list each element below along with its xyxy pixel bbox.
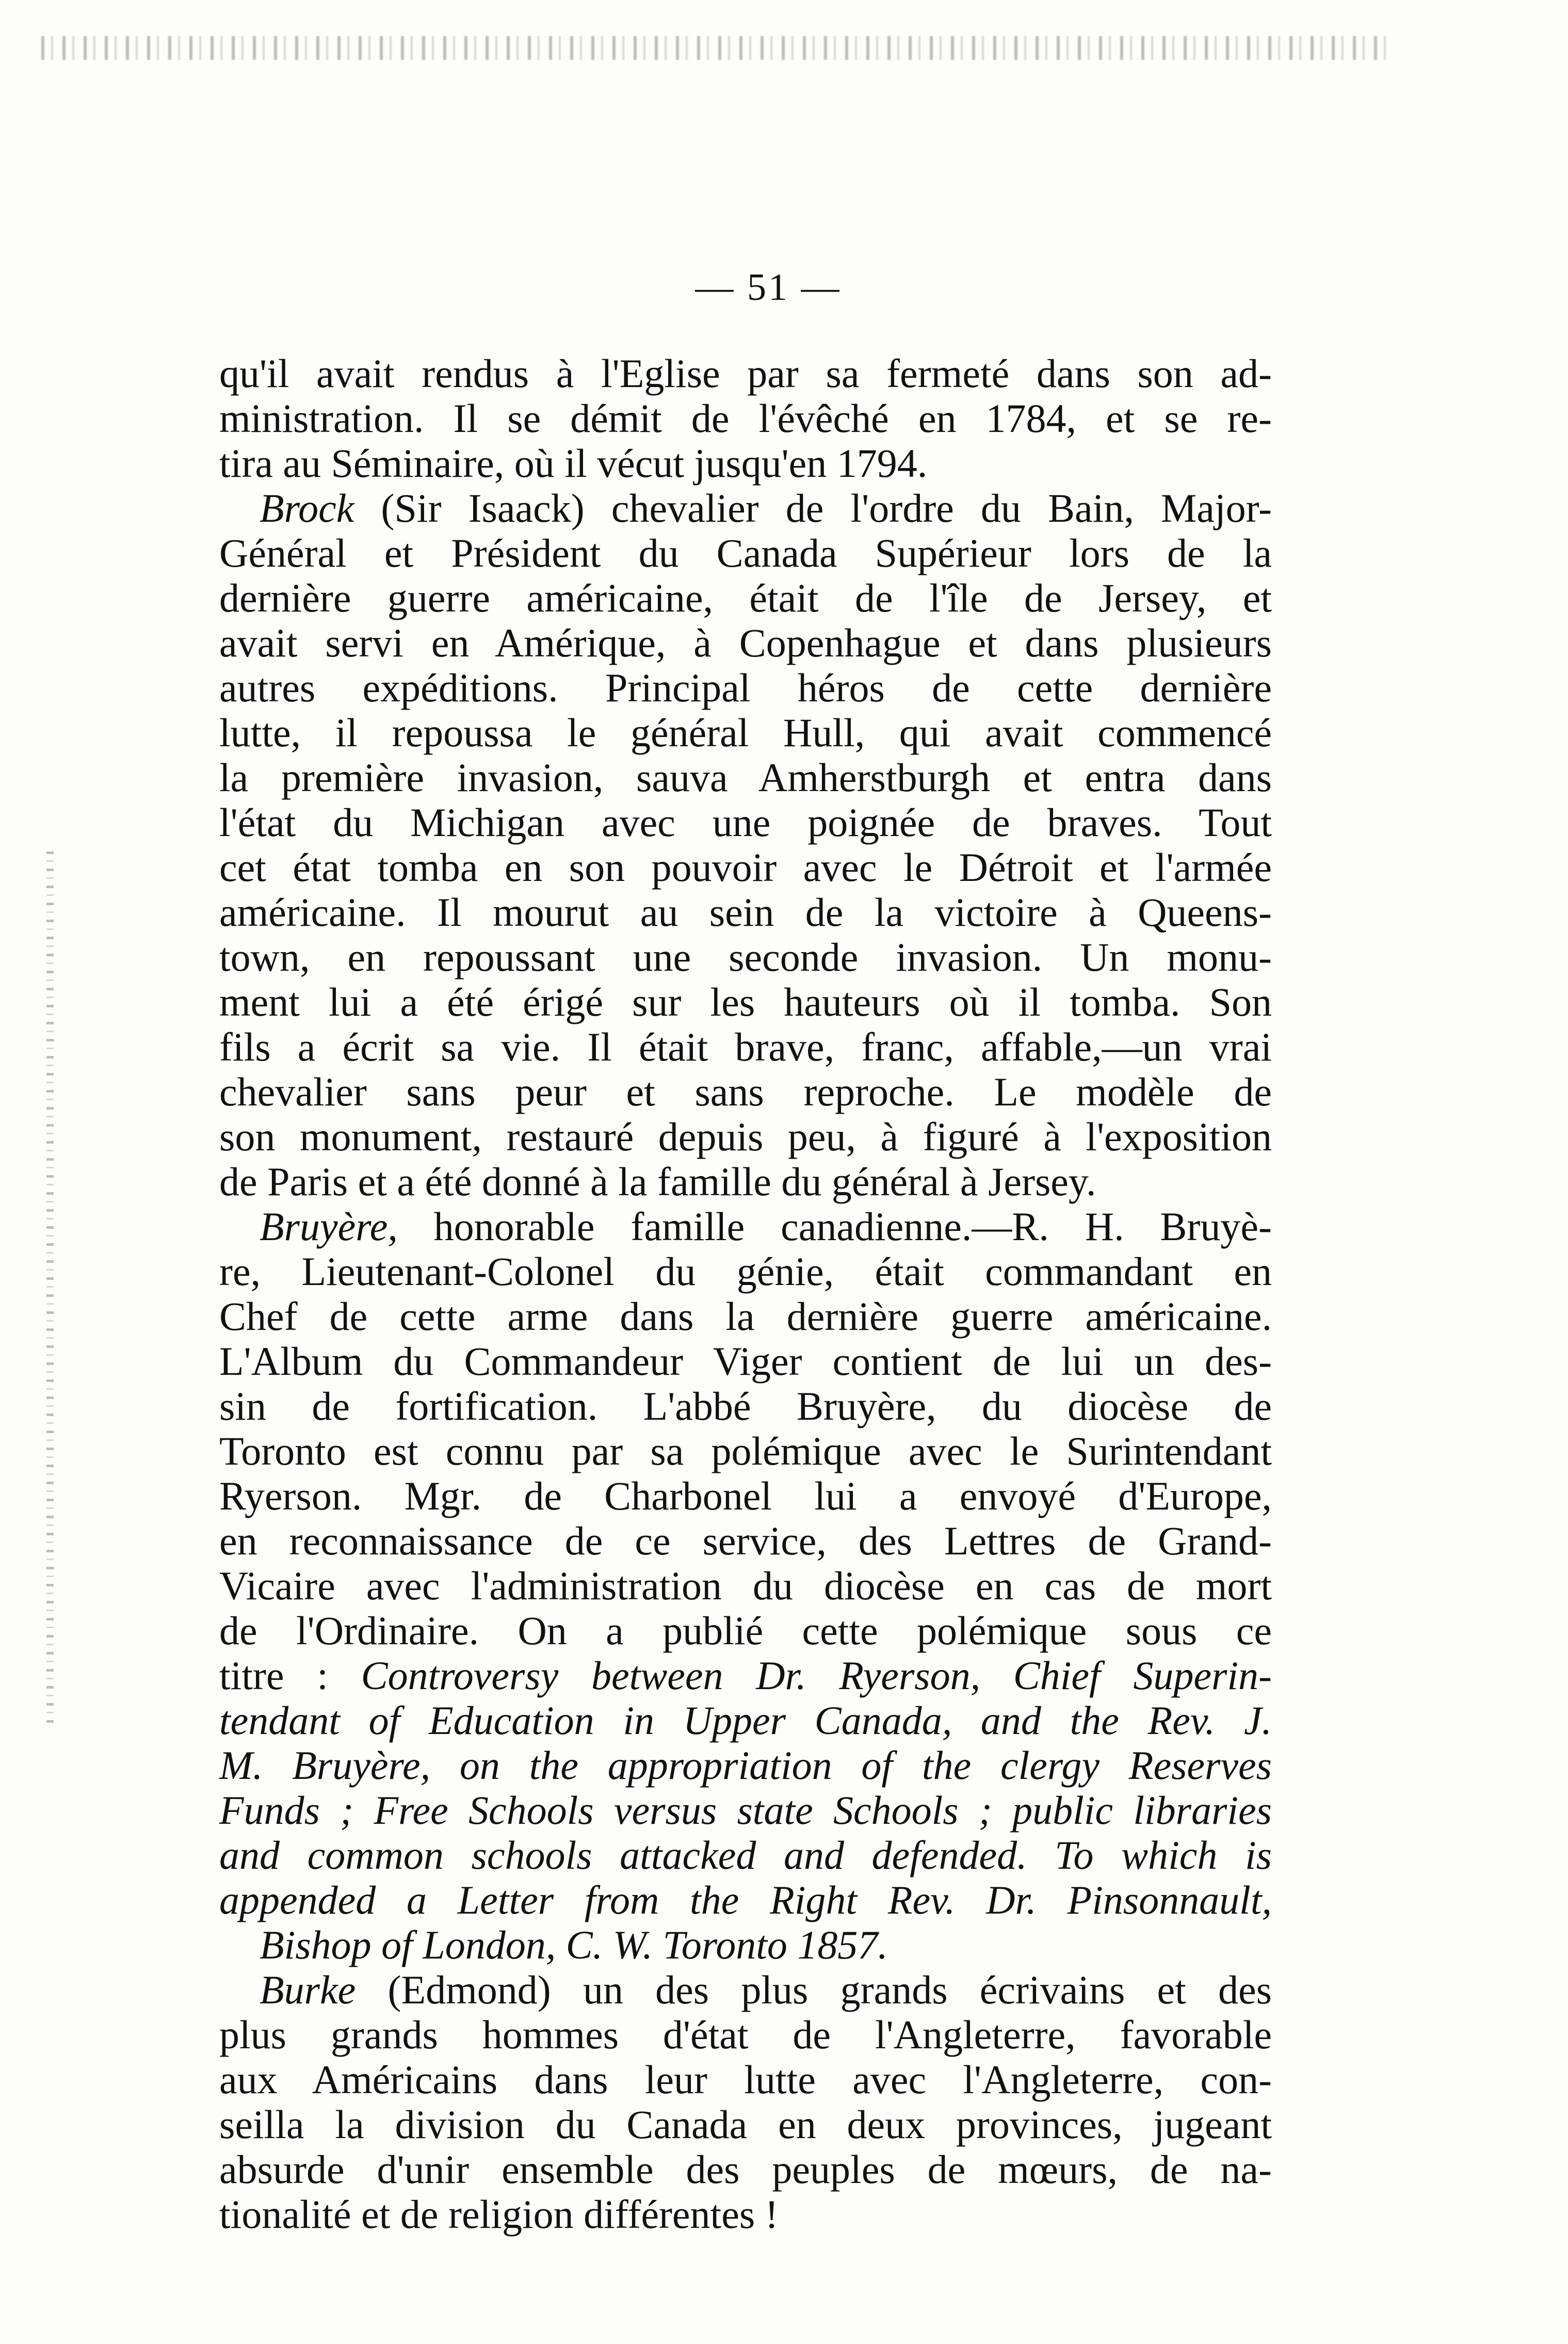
text-line: tira au Séminaire, où il vécut jusqu'en 1794. [219, 441, 928, 486]
entry-heading-line [219, 486, 1272, 531]
text-line: Chef de cette arme dans la dernière guerre américaine. [219, 1294, 1272, 1339]
entry-heading-line [219, 1967, 1272, 2012]
scan-artifact-top [41, 36, 1393, 60]
text-line: aux Américains dans leur lutte avec l'Angleterre, con- [219, 2057, 1272, 2102]
text-line: l'état du Michigan avec une poignée de braves. Tout [219, 800, 1272, 845]
text-line: ment lui a été érigé sur les hauteurs où il tomba. Son [219, 980, 1272, 1024]
text-line: Toronto est connu par sa polémique avec le Surintendant [219, 1428, 1272, 1473]
title-prefix: titre : [219, 1653, 361, 1698]
book-title-line: M. Bruyère, on the appropriation of the clergy Reserves [219, 1743, 1272, 1788]
text-line: L'Album du Commandeur Viger contient de lui un des- [219, 1339, 1272, 1384]
book-title-line: tendant of Education in Upper Canada, and the Rev. J. [219, 1698, 1272, 1743]
text-line: Général et Président du Canada Supérieur lors de la [219, 531, 1272, 575]
text-fragment: honorable famille canadienne.—R. H. Bruyè- [397, 1204, 1272, 1249]
text-line: autres expéditions. Principal héros de cette dernière [219, 665, 1272, 710]
text-line: chevalier sans peur et sans reproche. Le modèle de [219, 1069, 1272, 1114]
title-line [219, 1653, 1272, 1698]
text-line: de Paris et a été donné à la famille du général à Jersey. [219, 1159, 1096, 1204]
text-line: ministration. Il se démit de l'évêché en 1784, et se re- [219, 396, 1272, 441]
text-line: la première invasion, sauva Amherstburgh et entra dans [219, 755, 1272, 800]
text-line: sin de fortification. L'abbé Bruyère, du diocèse de [219, 1384, 1272, 1428]
text-line: plus grands hommes d'état de l'Angleterre, favorable [219, 2012, 1272, 2057]
text-line: américaine. Il mourut au sein de la victoire à Queens- [219, 890, 1272, 935]
text-line: absurde d'unir ensemble des peuples de mœurs, de na- [219, 2147, 1272, 2192]
text-line: re, Lieutenant-Colonel du génie, était commandant en [219, 1249, 1272, 1294]
book-title: Controversy between Dr. Ryerson, Chief Superin- [361, 1653, 1272, 1698]
book-title-line: and common schools attacked and defended. To which is [219, 1833, 1272, 1877]
text-fragment: (Edmond) un des plus grands écrivains et des [355, 1967, 1272, 2012]
text-line: en reconnaissance de ce service, des Lettres de Grand- [219, 1518, 1272, 1563]
text-line: town, en repoussant une seconde invasion. Un monu- [219, 935, 1272, 980]
text-line: avait servi en Amérique, à Copenhague et dans plusieurs [219, 620, 1272, 665]
text-line: tionalité et de religion différentes ! [219, 2192, 779, 2237]
body-text [219, 351, 1272, 2237]
text-line: cet état tomba en son pouvoir avec le Détroit et l'armée [219, 845, 1272, 890]
book-title-line: appended a Letter from the Right Rev. Dr. Pinsonnault, [219, 1877, 1272, 1922]
text-fragment: (Sir Isaack) chevalier de l'ordre du Bain, Major- [354, 486, 1272, 531]
entry-name-bruyere: Bruyère, [260, 1204, 398, 1249]
text-line: Vicaire avec l'administration du diocèse en cas de mort [219, 1563, 1272, 1608]
entry-name-brock: Brock [260, 486, 354, 531]
entry-heading-line [219, 1204, 1272, 1249]
text-line: seilla la division du Canada en deux provinces, jugeant [219, 2102, 1272, 2147]
text-line: de l'Ordinaire. On a publié cette polémique sous ce [219, 1608, 1272, 1653]
scan-artifact-left [46, 852, 54, 1729]
book-title-line: Funds ; Free Schools versus state Schools ; public libraries [219, 1788, 1272, 1833]
text-line: dernière guerre américaine, était de l'île de Jersey, et [219, 575, 1272, 620]
text-line: Ryerson. Mgr. de Charbonel lui a envoyé d'Europe, [219, 1473, 1272, 1518]
text-line: qu'il avait rendus à l'Eglise par sa fermeté dans son ad- [219, 351, 1272, 396]
text-line: lutte, il repoussa le général Hull, qui avait commencé [219, 710, 1272, 755]
page-number: — 51 — [695, 266, 842, 309]
text-line: son monument, restauré depuis peu, à figuré à l'exposition [219, 1114, 1272, 1159]
text-line: fils a écrit sa vie. Il était brave, franc, affable,—un vrai [219, 1024, 1272, 1069]
book-title-line: Bishop of London, C. W. Toronto 1857. [260, 1922, 888, 1967]
entry-name-burke: Burke [260, 1967, 356, 2012]
